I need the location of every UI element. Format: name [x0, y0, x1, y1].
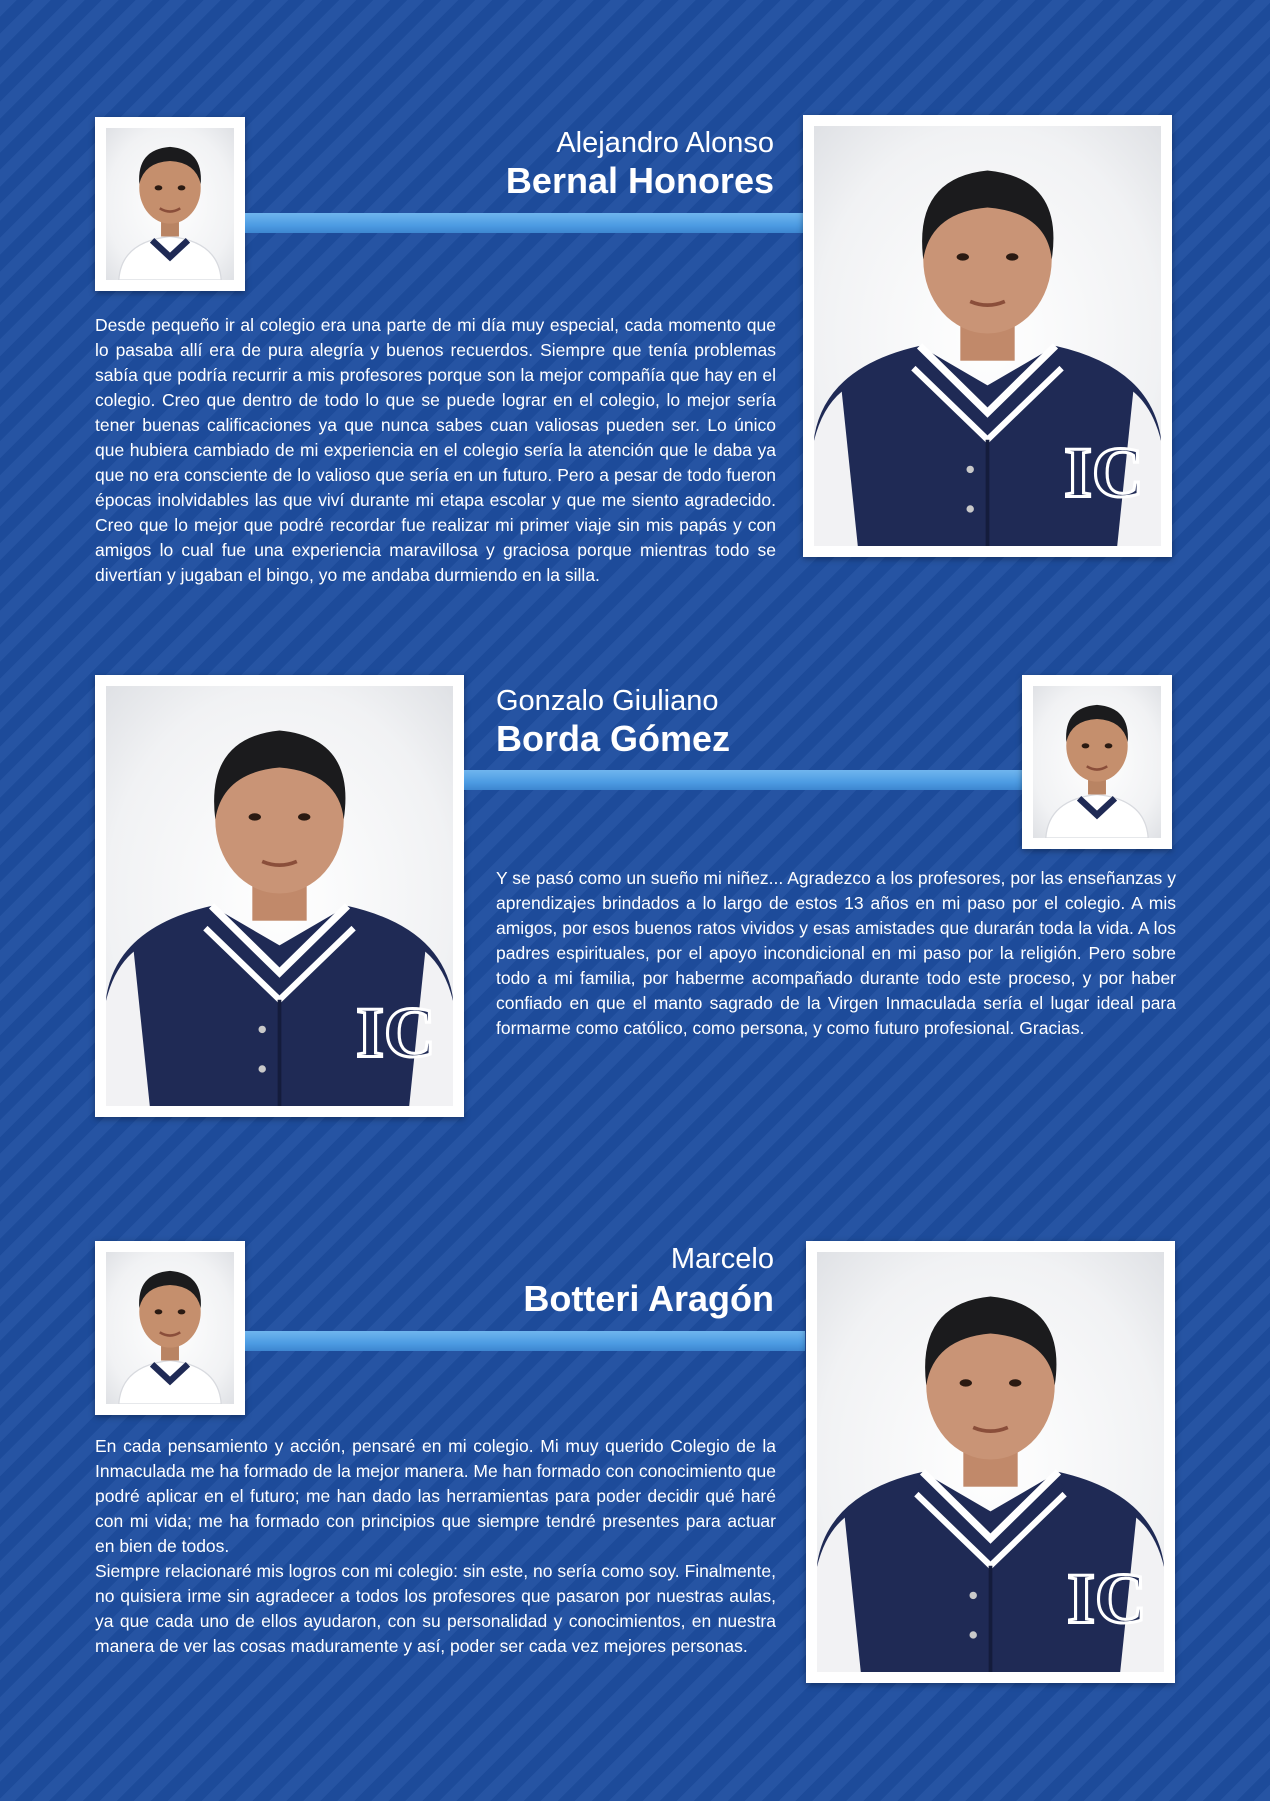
- child-photo: [106, 1252, 234, 1404]
- child-photo: [1033, 686, 1161, 838]
- senior-photo-frame: [95, 675, 464, 1117]
- senior-photo: [817, 1252, 1164, 1672]
- child-photo-frame: [1022, 675, 1172, 849]
- student-bio: [95, 313, 776, 588]
- senior-photo: [106, 686, 453, 1106]
- student-last-name: Borda Gómez: [496, 718, 731, 759]
- student-last-name: Botteri Aragón: [523, 1278, 774, 1319]
- name-accent-bar: [464, 770, 1024, 790]
- bio-paragraph: Y se pasó como un sueño mi niñez... Agradezco a los profesores, por las enseñanzas y aprendizajes brindados a lo largo de estos 13 años en mi paso por el colegio. A mis amigos, por esos buenos ratos vividos y esas amistades que durarán toda la vida. A los padres espirituales, por el apoyo incondicional en mi paso por la religión. Pero sobre todo a mi familia, por haberme acompañado durante todo este proceso, y por haber confiado en que el manto sagrado de la Virgen Inmaculada sería el lugar ideal para formarme como católico, como persona, y como futuro profesional. Gracias.: [496, 868, 1176, 1038]
- bio-paragraph: Desde pequeño ir al colegio era una parte de mi día muy especial, cada momento que lo pasaba allí era de pura alegría y buenos recuerdos. Siempre que tenía problemas sabía que podría recurrir a mis profesores porque son la mejor compañía que hay en el colegio. Creo que dentro de todo lo que se puede lograr en el colegio, lo mejor sería tener buenas calificaciones ya que nunca sabes cuan valiosas pueden ser. Lo único que hubiera cambiado de mi experiencia en el colegio sería la atención que le daba ya que no era consciente de lo valioso que sería en un futuro. Pero a pesar de todo fueron épocas inolvidables las que viví durante mi etapa escolar y que me siento agradecido. Creo que lo mejor que podré recordar fue realizar mi primer viaje sin mis papás y con amigos lo cual fue una experiencia maravillosa y graciosa porque mientras todo se divertían y jugaban el bingo, yo me andaba durmiendo en la silla.: [95, 315, 776, 585]
- student-bio: [95, 1434, 776, 1659]
- senior-photo-frame: [806, 1241, 1175, 1683]
- senior-photo: [814, 126, 1161, 546]
- child-photo-frame: [95, 117, 245, 291]
- senior-photo-frame: [803, 115, 1172, 557]
- student-first-name: Gonzalo Giuliano: [496, 685, 719, 717]
- student-bio: [496, 866, 1176, 1041]
- child-photo: [106, 128, 234, 280]
- student-first-name: Alejandro Alonso: [556, 127, 774, 159]
- bio-paragraph: En cada pensamiento y acción, pensaré en mi colegio. Mi muy querido Colegio de la Inmaculada me ha formado de la mejor manera. Me han formado con conocimiento que podré aplicar en el futuro; me han dado las herramientas para poder decidir qué haré con mi vida; me ha formado con principios que siempre tendré presentes para actuar en bien de todos.: [95, 1436, 776, 1556]
- child-photo-frame: [95, 1241, 245, 1415]
- bio-paragraph: Siempre relacionaré mis logros con mi colegio: sin este, no sería como soy. Finalmente, no quisiera irme sin agradecer a todos los profesores que pasaron por nuestras aulas, ya que cada uno de ellos ayudaron, con su personalidad y conocimientos, en nuestra manera de ver las cosas maduramente y así, poder ser cada vez mejores personas.: [95, 1561, 776, 1656]
- name-accent-bar: [245, 213, 805, 233]
- name-accent-bar: [245, 1331, 805, 1351]
- student-last-name: Bernal Honores: [505, 160, 774, 201]
- student-first-name: Marcelo: [670, 1243, 774, 1275]
